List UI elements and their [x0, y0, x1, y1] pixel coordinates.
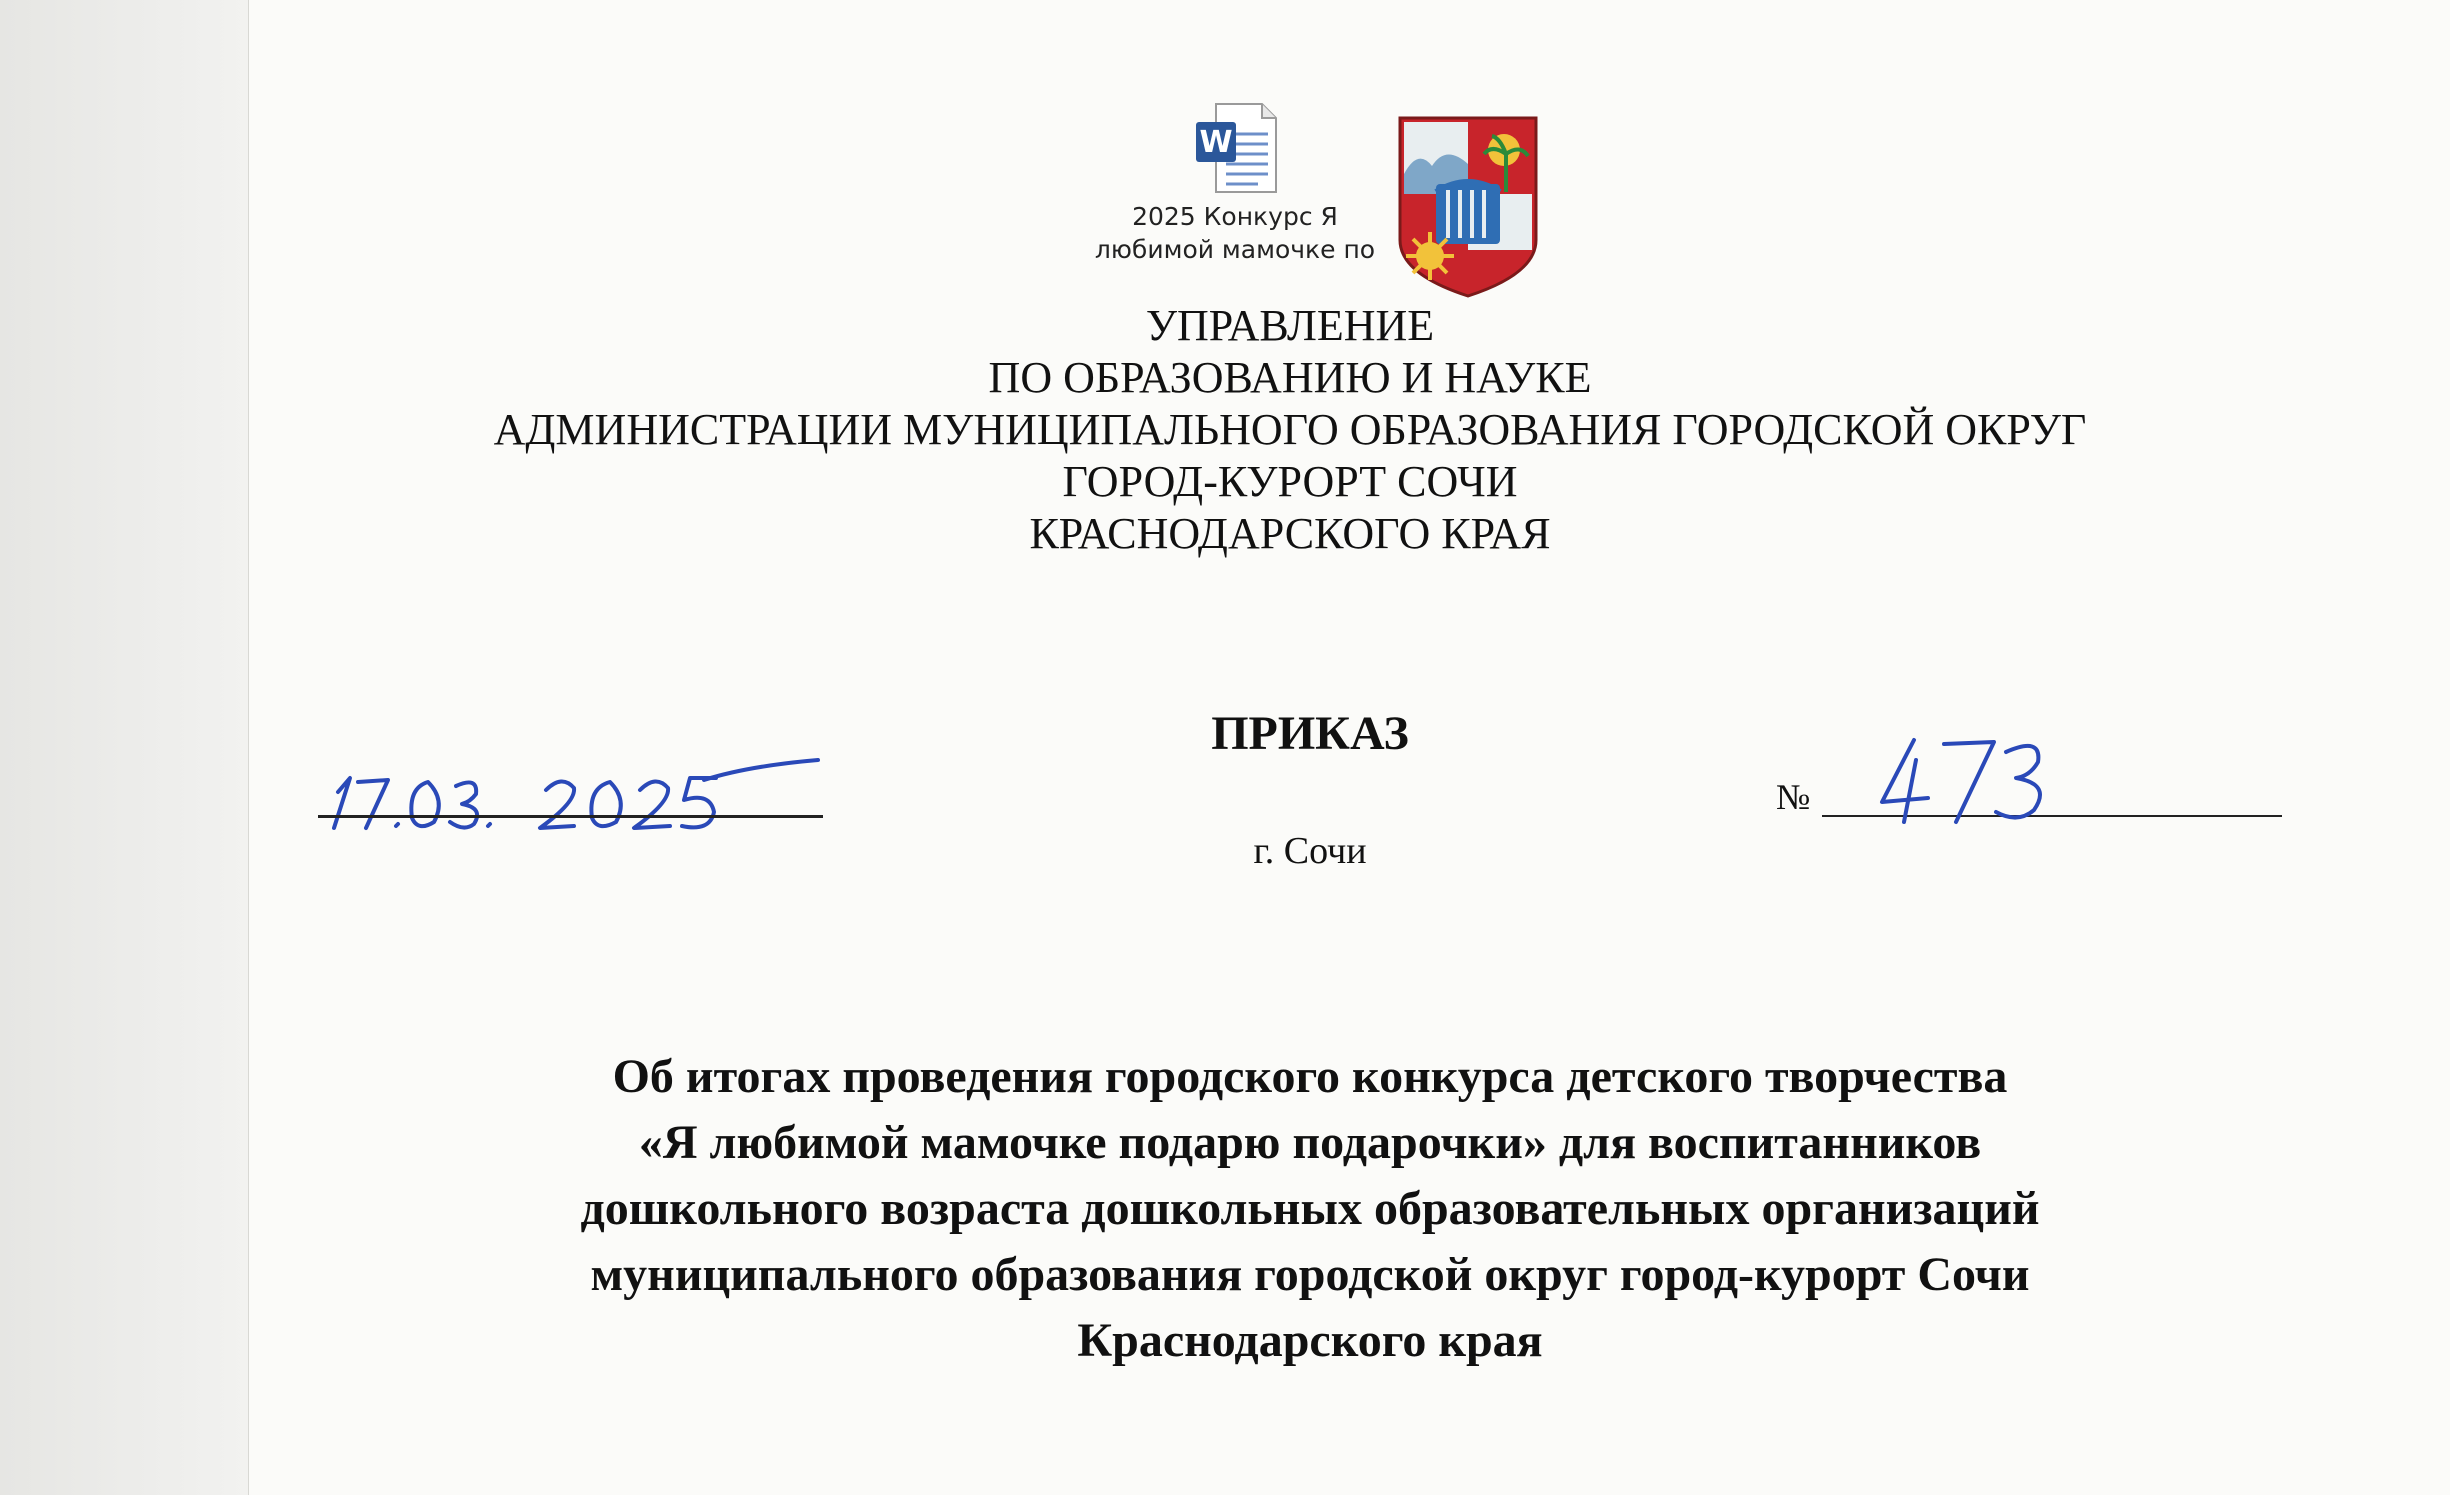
- subject-line-3: дошкольного возраста дошкольных образовательных организаций: [580, 1182, 2040, 1235]
- order-subject: [360, 1044, 2260, 1374]
- caption-line-2: любимой мамочке по: [1094, 235, 1376, 264]
- header-line-4: ГОРОД-КУРОРТ СОЧИ: [1062, 457, 1518, 506]
- handwritten-date: [318, 730, 838, 840]
- number-sign: №: [1776, 777, 1811, 817]
- date-underline: [318, 815, 823, 818]
- scan-margin: [0, 0, 250, 1495]
- header-line-5: КРАСНОДАРСКОГО КРАЯ: [1029, 509, 1551, 558]
- institution-header: [300, 300, 2280, 560]
- city-label: г. Сочи: [1253, 830, 1367, 872]
- sochi-coat-of-arms: [1396, 114, 1540, 298]
- header-line-3: АДМИНИСТРАЦИИ МУНИЦИПАЛЬНОГО ОБРАЗОВАНИЯ ГОРОДСКОЙ ОКРУГ: [493, 405, 2087, 454]
- word-document-icon[interactable]: [1192, 100, 1280, 196]
- subject-line-5: Краснодарского края: [1077, 1314, 1543, 1367]
- subject-line-1: Об итогах проведения городского конкурса детского творчества: [612, 1050, 2008, 1103]
- header-line-1: УПРАВЛЕНИЕ: [1145, 301, 1435, 350]
- order-title: ПРИКАЗ: [1211, 707, 1409, 760]
- subject-line-2: «Я любимой мамочке подарю подарочки» для воспитанников: [638, 1116, 1982, 1169]
- subject-line-4: муниципального образования городской округ город-курорт Сочи: [590, 1248, 2030, 1301]
- word-object-caption[interactable]: [1070, 200, 1400, 266]
- svg-text:W: W: [1199, 125, 1233, 160]
- handwritten-order-number: [1870, 730, 2060, 830]
- header-line-2: ПО ОБРАЗОВАНИЮ И НАУКЕ: [988, 353, 1592, 402]
- caption-line-1: 2025 Конкурс Я: [1132, 202, 1338, 231]
